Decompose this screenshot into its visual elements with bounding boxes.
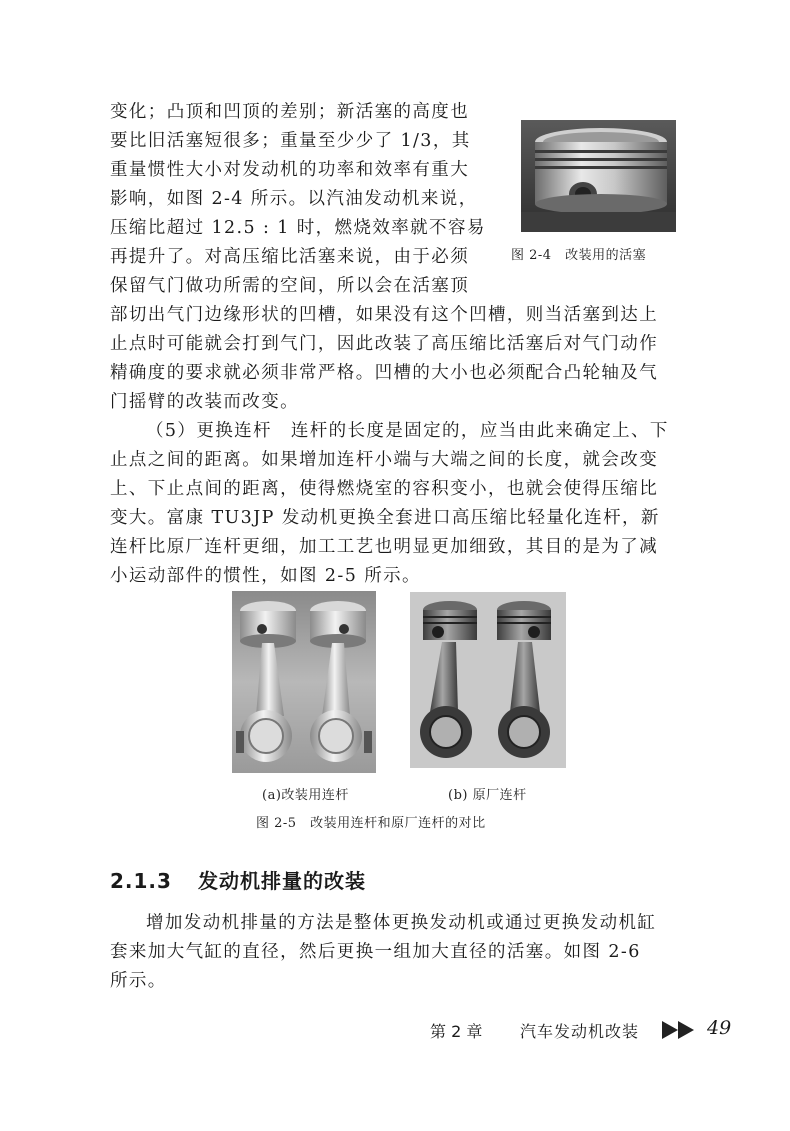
body-line: 要比旧活塞短很多；重量至少少了 1/3，其 [110, 131, 471, 151]
modified-rod-photo [232, 591, 376, 773]
figure-caption: 图 2-4 改装用的活塞 [511, 248, 647, 263]
body-line: 影响，如图 2-4 所示。以汽油发动机来说， [110, 189, 478, 209]
footer-title: 汽车发动机改装 [520, 1022, 640, 1041]
body-line: 连杆比原厂连杆更细，加工工艺也明显更加细致，其目的是为了减 [110, 537, 659, 557]
original-rod-photo [410, 592, 566, 768]
body-line: 所示。 [110, 971, 167, 991]
body-line: 保留气门做功所需的空间，所以会在活塞顶 [110, 276, 470, 296]
body-line: 精确度的要求就必须非常严格。凹槽的大小也必须配合凸轮轴及气 [110, 363, 659, 383]
page-footer [430, 1015, 730, 1045]
body-line: （5）更换连杆 连杆的长度是固定的，应当由此来确定上、下 [146, 421, 669, 441]
figure-subcaption-a: (a)改装用连杆 [262, 788, 349, 803]
body-line: 部切出气门边缘形状的凹槽，如果没有这个凹槽，则当活塞到达上 [110, 305, 659, 325]
figure-caption: 图 2-5 改装用连杆和原厂连杆的对比 [256, 816, 486, 831]
double-right-arrow-icon [662, 1021, 698, 1043]
section-number: 2.1.3 [110, 869, 172, 893]
section-heading [110, 865, 366, 894]
body-line: 上、下止点间的距离，使得燃烧室的容积变小，也就会使得压缩比 [110, 479, 659, 499]
body-line: 套来加大气缸的直径，然后更换一组加大直径的活塞。如图 2-6 [110, 942, 641, 962]
body-line: 增加发动机排量的方法是整体更换发动机或通过更换发动机缸 [146, 913, 657, 933]
section-title: 发动机排量的改装 [197, 869, 366, 893]
body-line: 止点之间的距离。如果增加连杆小端与大端之间的长度，就会改变 [110, 450, 659, 470]
body-line: 止点时可能就会打到气门，因此改装了高压缩比活塞后对气门动作 [110, 334, 659, 354]
figure-subcaption-b: (b) 原厂连杆 [448, 788, 527, 803]
body-line: 再提升了。对高压缩比活塞来说，由于必须 [110, 247, 470, 267]
page-number: 49 [707, 1017, 732, 1039]
body-line: 门摇臂的改装而改变。 [110, 392, 299, 412]
body-line: 压缩比超过 12.5 : 1 时，燃烧效率就不容易 [110, 218, 486, 238]
body-line: 小运动部件的惯性，如图 2-5 所示。 [110, 566, 421, 586]
piston-photo [521, 120, 676, 232]
body-line: 变化；凸顶和凹顶的差别；新活塞的高度也 [110, 102, 470, 122]
body-line: 重量惯性大小对发动机的功率和效率有重大 [110, 160, 470, 180]
footer-chapter: 第 2 章 [430, 1022, 483, 1041]
body-line: 变大。富康 TU3JP 发动机更换全套进口高压缩比轻量化连杆，新 [110, 508, 660, 528]
